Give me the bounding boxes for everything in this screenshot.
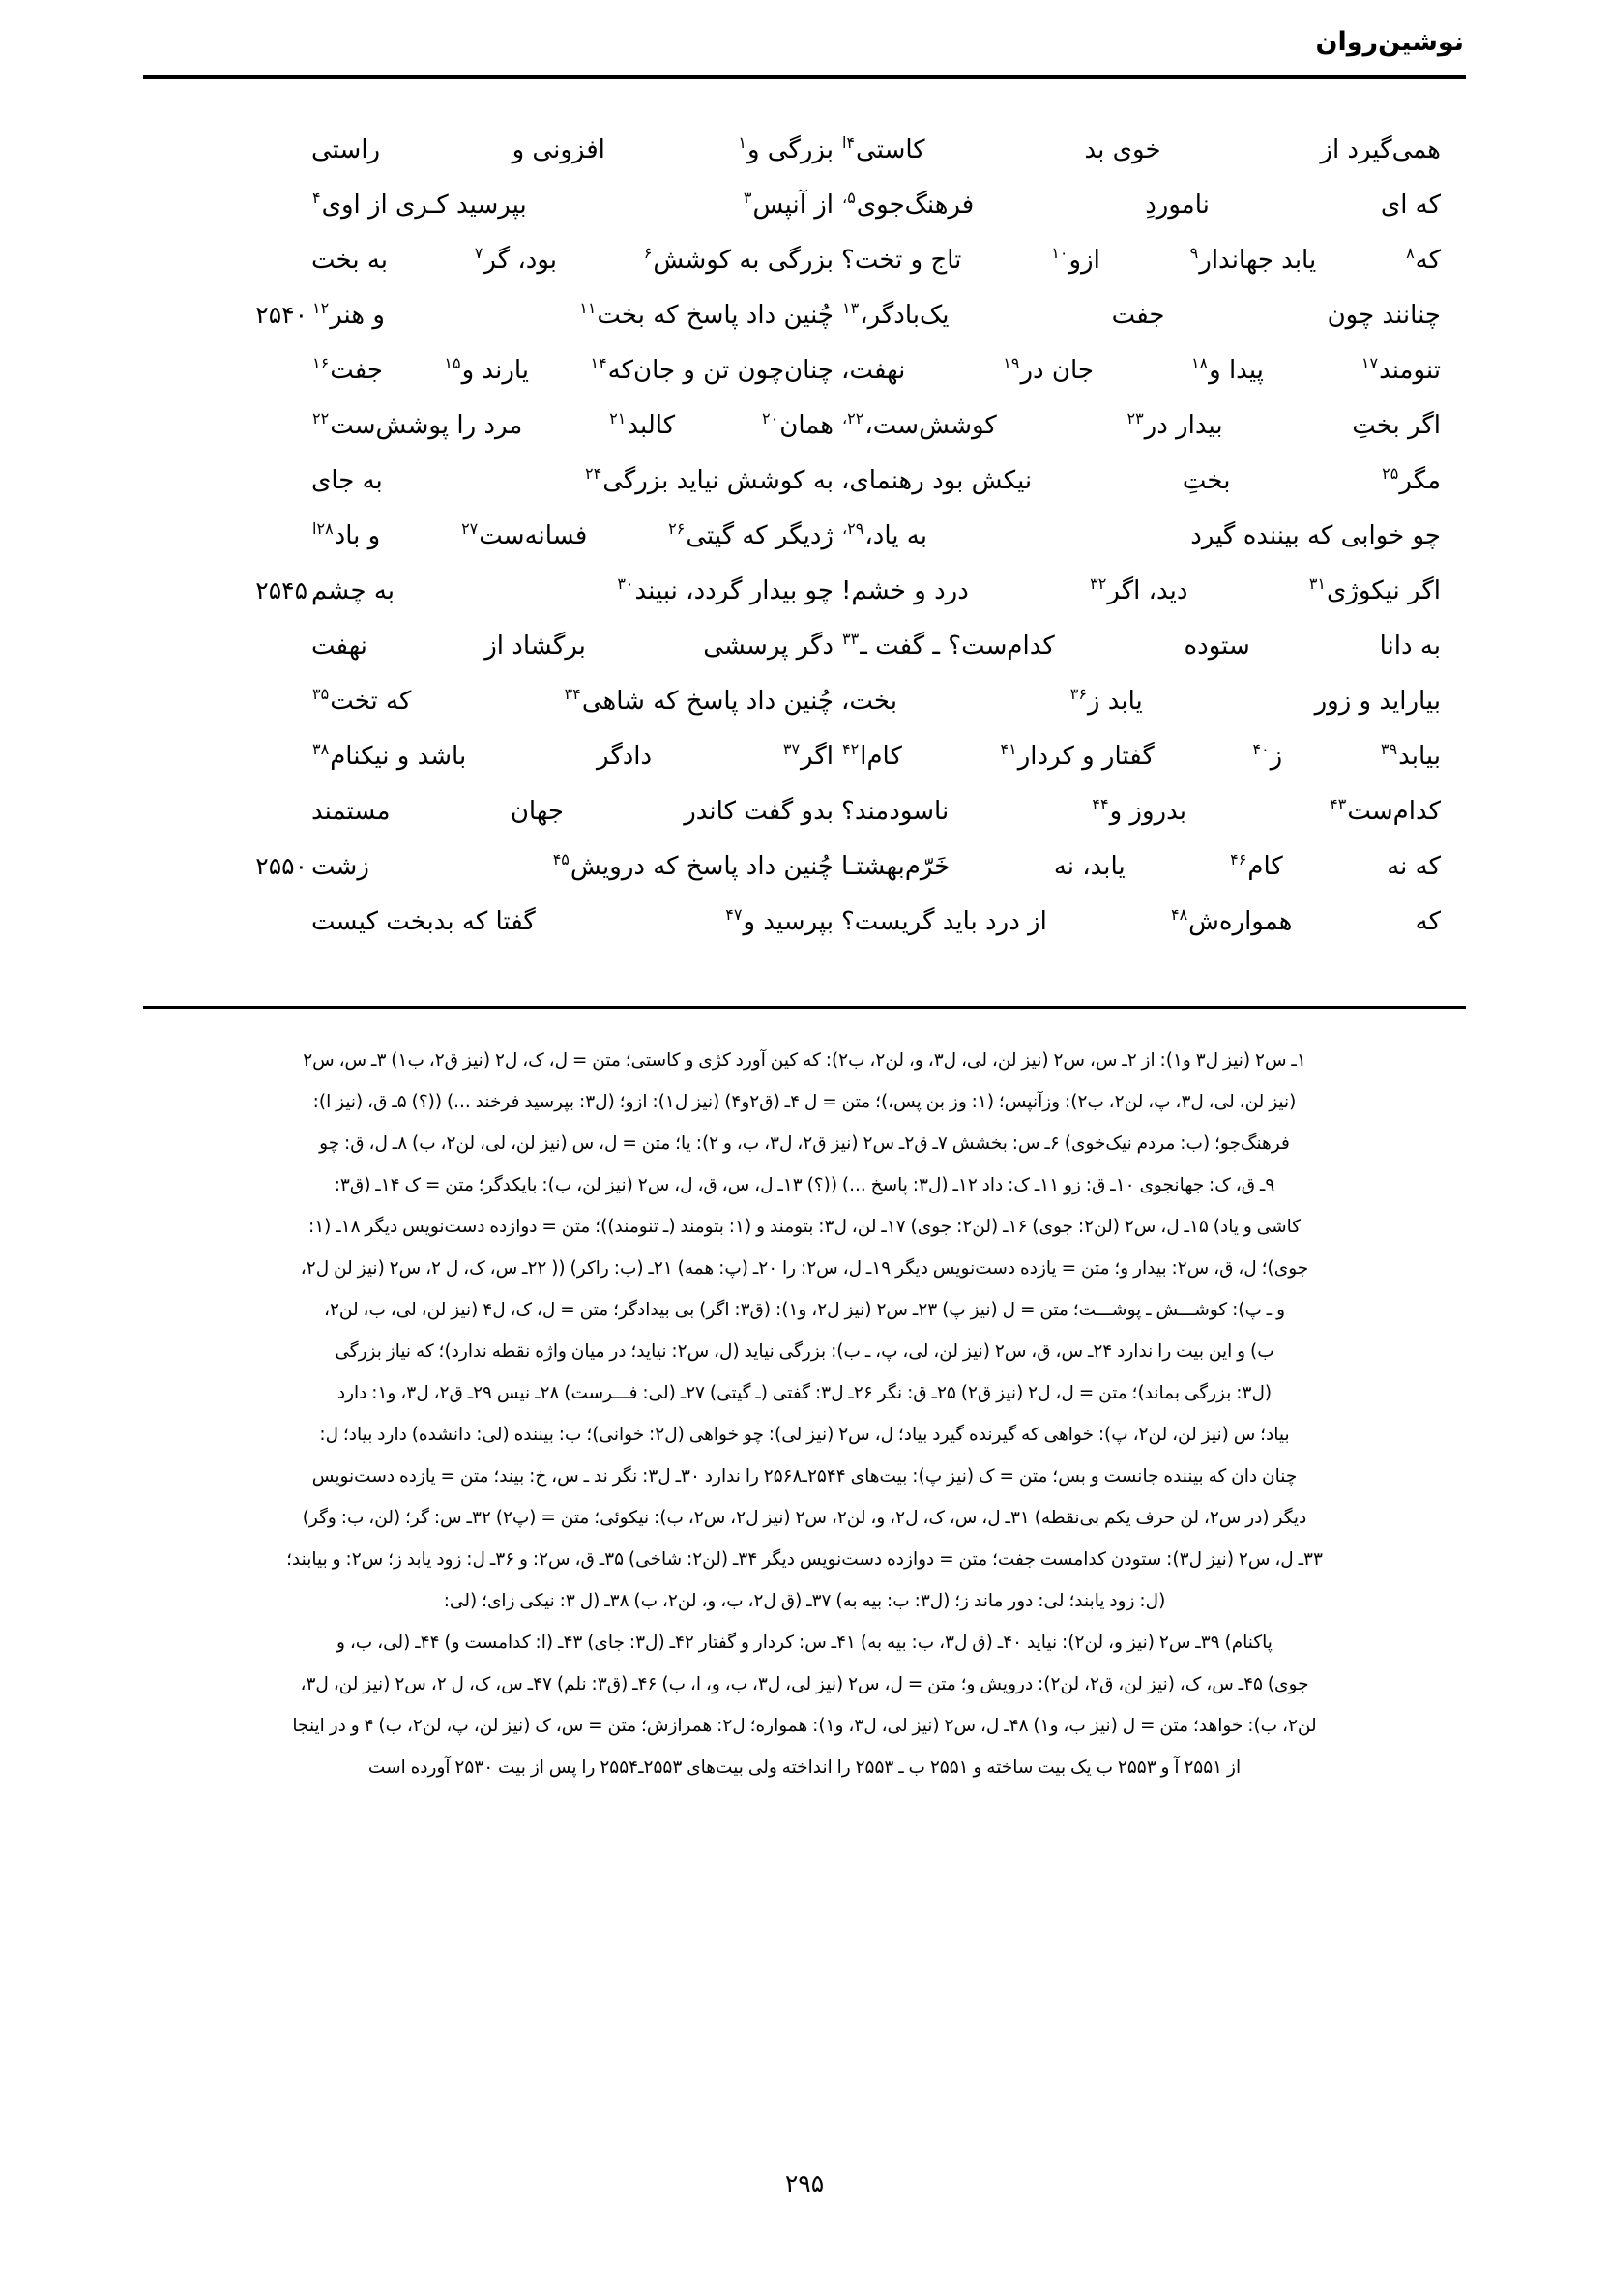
verse-segment: بیاراید و زور bbox=[1314, 687, 1441, 716]
footnote-marker: ۲۱ bbox=[609, 409, 627, 428]
hemistich-left bbox=[837, 411, 1445, 440]
verse-segment: چنانند چون bbox=[1327, 301, 1441, 330]
footnote-marker: ۳۹ bbox=[1380, 740, 1398, 759]
footnote-marker: ۱ bbox=[738, 133, 746, 153]
verse-segment: مستمند bbox=[311, 797, 391, 826]
verse-segment: ز$^{۴۰}$ bbox=[1252, 740, 1283, 771]
verse-segment: و هنر$^{۱۲}$ bbox=[312, 299, 385, 330]
footnote-line: چنان دان که بیننده جانست و بس؛ متن = ک (نیز پ): بیت‌های ۲۵۴۴ـ۲۵۶۸ را ندارد ۳۰ـ ل۳: نگر ند ـ س، خ: بیند؛ متن = یازده دست‌نویس bbox=[311, 1466, 1298, 1487]
footnote-marker: ۴۱ bbox=[1000, 740, 1017, 759]
verse-segment: بیدار در$^{۲۳}$ bbox=[1126, 409, 1223, 440]
verse-segment: که$^۸$ bbox=[1406, 244, 1441, 275]
footnote-marker: ۲۳ bbox=[1126, 409, 1144, 428]
verse-segment: درد و خشم! bbox=[841, 576, 969, 605]
verse-segment: که ای bbox=[1380, 191, 1441, 220]
footnote-marker: ۱۲ bbox=[312, 299, 330, 318]
hemistich-left bbox=[837, 135, 1445, 164]
footnote-marker: ۴۳ bbox=[1330, 795, 1347, 814]
verse-segment: چُنین داد پاسخ که شاهی$^{۳۴}$ bbox=[564, 685, 834, 716]
footnote-marker: ۲۹، bbox=[842, 519, 864, 539]
footnote-line: جوی) ۴۵ـ س، ک، (نیز لن، ق۲، لن۲): درویش و؛ متن = ل، س۲ (نیز لی، ل۳، ب، و، ا، ب) ۴۶ـ (ق۳: نلم) ۴۷ـ س، ک، ل ۲، س۲ (نیز لن، ل۳، bbox=[300, 1674, 1309, 1694]
verse-segment: چُنین داد پاسخ که بخت$^{۱۱}$ bbox=[579, 299, 834, 330]
hemistich-left bbox=[837, 687, 1445, 716]
verse-segment: بیابد$^{۳۹}$ bbox=[1380, 740, 1441, 771]
hemistich-right bbox=[307, 356, 837, 385]
verse-segment: باشد و نیکنام$^{۳۸}$ bbox=[312, 740, 467, 771]
verse-segment: بزرگی به کوشش$^۶$ bbox=[643, 244, 834, 275]
footnote-line: ۱ـ س۲ (نیز ل۳ و۱): از ۲ـ س، س۲ (نیز لن، لی، ل۳، و، لن۲، ب۲): که کین آورد کژی و کاستی؛ متن = ل، ک، ل۲ (نیز ق۲، ب۱) ۳ـ س، س۲ bbox=[303, 1050, 1306, 1071]
footnote-marker: ۳۰ bbox=[617, 574, 634, 594]
footnote-marker: ۴۸ bbox=[1170, 905, 1188, 925]
verse-segment: کام‌ا$^{۴۲}$ bbox=[842, 740, 902, 771]
footnote-marker: ۱۴ bbox=[590, 354, 607, 373]
hemistich-left bbox=[837, 191, 1445, 220]
verse-row bbox=[164, 191, 1445, 246]
verse-segment: اگر$^{۳۷}$ bbox=[782, 740, 834, 771]
verse-segment: به دانا bbox=[1379, 632, 1441, 661]
verse-segment: ژدیگر که گیتی$^{۲۶}$ bbox=[668, 519, 834, 550]
verse-row bbox=[164, 852, 1445, 907]
verse-segment: تنومند$^{۱۷}$ bbox=[1360, 354, 1441, 385]
verse-row bbox=[164, 466, 1445, 521]
verse-segment: بختِ bbox=[1182, 466, 1231, 495]
verse-segment: گفتا که بدبخت کیست bbox=[311, 907, 536, 936]
footnote-marker: ۱۳ bbox=[842, 299, 860, 318]
footnote-divider bbox=[143, 1006, 1466, 1009]
verse-number: ۲۵۵۰ bbox=[255, 852, 307, 880]
verse-segment: زشت bbox=[311, 852, 369, 881]
verse-segment: جفت$^{۱۶}$ bbox=[312, 354, 383, 385]
verse-segment: همان$^{۲۰}$ bbox=[762, 409, 834, 440]
verse-segment: چو خوابی که بیننده گیرد bbox=[1190, 521, 1441, 550]
footnote-line: کاشی و یاد) ۱۵ـ ل، س۲ (لن۲: جوی) ۱۶ـ (لن۲: جوی) ۱۷ـ لن، ل۳: بتومند و (۱: بتومند (ـ تنومند))؛ متن = دوازده دست‌نویس دیگر ۱۸ـ (۱: bbox=[307, 1217, 1302, 1237]
hemistich-left bbox=[837, 632, 1445, 661]
verse-segment: چُنین داد پاسخ که درویش$^{۴۵}$ bbox=[552, 850, 834, 881]
verse-segment: یابد، نه bbox=[1053, 852, 1126, 881]
hemistich-right bbox=[307, 466, 837, 495]
footnote-marker: ۴ا bbox=[842, 133, 856, 153]
footnote-marker: ۳۸ bbox=[312, 740, 330, 759]
footnote-marker: ۴۰ bbox=[1252, 740, 1270, 759]
hemistich-right bbox=[307, 797, 837, 826]
verse-row bbox=[164, 521, 1445, 576]
verse-segment: نهفت bbox=[311, 632, 367, 661]
footnote-line: دیگر (در س۲، لن حرف یکم بی‌نقطه) ۳۱ـ ل، س، ک، ل۲، و، لن۲، س۲ (نیز ل۲، س۲، ب): نیکوئی؛ متن = (پ۲) ۳۲ـ س: گر؛ (لن، ب: وگر) bbox=[302, 1508, 1307, 1528]
hemistich-right bbox=[307, 742, 837, 771]
hemistich-left bbox=[837, 246, 1445, 275]
verse-segment: بپرسید کـری از اوی$^۴$ bbox=[312, 189, 527, 220]
verse-number: ۲۵۴۰ bbox=[255, 301, 307, 329]
hemistich-left bbox=[837, 907, 1445, 936]
verse-segment: از درد باید گریست؟ bbox=[841, 907, 1047, 936]
hemistich-right bbox=[307, 191, 837, 220]
verse-row bbox=[164, 907, 1445, 962]
hemistich-left bbox=[837, 576, 1445, 605]
verse-segment: کاستی$^{۴ا}$ bbox=[842, 133, 925, 164]
footnote-marker: ۱۸ bbox=[1190, 354, 1209, 373]
verse-row bbox=[164, 576, 1445, 632]
hemistich-right bbox=[307, 576, 837, 605]
verse-segment: کالبد$^{۲۱}$ bbox=[609, 409, 676, 440]
verse-segment: خوی بد bbox=[1084, 135, 1161, 164]
verse-segment: و باد$^{۲۸ا}$ bbox=[312, 519, 381, 550]
page-number: ۲۹۵ bbox=[784, 2169, 825, 2197]
footnote-line: ب) و این بیت را ندارد ۲۴ـ س، ق، س۲ (نیز لن، لی، پ، ـ ب): بزرگی نیاید (ل، س۲: نیاید؛ در میان واژه نقطه ندارد)؛ که نیاز بزرگی bbox=[335, 1341, 1274, 1362]
verse-segment: اگر بختِ bbox=[1352, 411, 1441, 440]
verse-segment: جان در$^{۱۹}$ bbox=[1003, 354, 1094, 385]
verse-segment: مرد را پوشش‌ست$^{۲۲}$ bbox=[312, 409, 523, 440]
footnote-apparatus bbox=[145, 1040, 1464, 1788]
footnote-marker: ۲۵ bbox=[1382, 464, 1399, 484]
footnote-marker: ۷ bbox=[474, 244, 483, 263]
verse-row bbox=[164, 687, 1445, 742]
verse-row bbox=[164, 246, 1445, 301]
poem-body bbox=[164, 135, 1445, 962]
footnote-marker: ۱۱ bbox=[579, 299, 597, 318]
hemistich-right bbox=[307, 632, 837, 661]
footnote-marker: ۲۲، bbox=[842, 409, 864, 428]
verse-segment: فسانه‌ست$^{۲۷}$ bbox=[461, 519, 588, 550]
footnote-marker: ۲۴ bbox=[585, 464, 602, 484]
hemistich-right bbox=[307, 687, 837, 716]
verse-segment: ناموردِ bbox=[1145, 191, 1210, 220]
hemistich-left bbox=[837, 466, 1445, 495]
verse-segment: برگشاد از bbox=[484, 632, 586, 661]
verse-segment: ازو$^{۱۰}$ bbox=[1051, 244, 1100, 275]
verse-segment: به بخت bbox=[311, 246, 388, 275]
verse-row bbox=[164, 632, 1445, 687]
footnote-marker: ۱۹ bbox=[1003, 354, 1020, 373]
footnote-marker: ۲۶ bbox=[668, 519, 686, 539]
verse-segment: کام$^{۴۶}$ bbox=[1230, 850, 1283, 881]
verse-segment: چو بیدار گردد، نبیند$^{۳۰}$ bbox=[617, 574, 834, 605]
verse-segment: یابد جهاندار$^۹$ bbox=[1189, 244, 1317, 275]
footnote-marker: ۱۰ bbox=[1051, 244, 1068, 263]
verse-number: ۲۵۴۵ bbox=[255, 576, 307, 604]
footnote-marker: ۴۲ bbox=[842, 740, 860, 759]
hemistich-right bbox=[307, 135, 837, 164]
footnote-marker: ۲۰ bbox=[762, 409, 779, 428]
verse-segment: ستوده bbox=[1184, 632, 1250, 661]
hemistich-left bbox=[837, 797, 1445, 826]
verse-row bbox=[164, 797, 1445, 852]
hemistich-right bbox=[307, 521, 837, 550]
footnote-marker: ۶ bbox=[643, 244, 653, 263]
footnote-marker: ۹ bbox=[1189, 244, 1199, 263]
verse-segment: یک‌بادگر،$^{۱۳}$ bbox=[842, 299, 950, 330]
hemistich-right bbox=[307, 411, 837, 440]
running-header: نوشین‌روان bbox=[1315, 27, 1464, 57]
verse-segment: بدروز و$^{۴۴}$ bbox=[1092, 795, 1186, 826]
hemistich-left bbox=[837, 301, 1445, 330]
footnote-line: ۹ـ ق، ک: جهانجوی ۱۰ـ ق: زو ۱۱ـ ک: داد ۱۲ـ (ل۳: پاسخ ...) ((؟) ۱۳ـ ل، س، ق، ل، س۲ (نیز لن، ب): بایکدگر؛ متن = ک ۱۴ـ (ق۳: bbox=[334, 1175, 1275, 1195]
verse-row bbox=[164, 411, 1445, 466]
verse-segment: اگر نیکوژی$^{۳۱}$ bbox=[1308, 574, 1441, 605]
footnote-marker: ۴۵ bbox=[552, 850, 570, 869]
footnote-line: (ل: زود یابند؛ لی: دور ماند ز؛ (ل۳: ب: بیه به) ۳۷ـ (ق ل۲، ب، و، لن۲، ب) ۳۸ـ (ل ۳: نیکی زای؛ (لی: bbox=[443, 1591, 1166, 1611]
verse-segment: یارند و$^{۱۵}$ bbox=[444, 354, 530, 385]
footnote-line: پاکنام) ۳۹ـ س۲ (نیز و، لن۲): نیاید ۴۰ـ (ق ل۳، ب: بیه به) ۴۱ـ س: کردار و گفتار ۴۲ـ (ل۳: جای) ۴۳ـ (ا: کدامست و) ۴۴ـ (لی، ب، و bbox=[336, 1633, 1273, 1653]
footnote-line: از ۲۵۵۱ آ و ۲۵۵۳ ب یک بیت ساخته و ۲۵۵۱ ب ـ ۲۵۵۳ را انداخته ولی بیت‌های ۲۵۵۳ـ۲۵۵۴ را پس از بیت ۲۵۳۰ آورده است bbox=[367, 1757, 1242, 1778]
verse-segment: بزرگی و$^۱$ bbox=[738, 133, 834, 164]
verse-segment: پیدا و$^{۱۸}$ bbox=[1190, 354, 1264, 385]
footnote-marker: ۱۷ bbox=[1360, 354, 1379, 373]
verse-segment: همی‌گیرد از bbox=[1320, 135, 1441, 164]
footnote-marker: ۴۶ bbox=[1230, 850, 1247, 869]
verse-segment: به چشم bbox=[311, 576, 395, 605]
footnote-line: ۳۳ـ ل، س۲ (نیز ل۳): ستودن کدامست جفت؛ متن = دوازده دست‌نویس دیگر ۳۴ـ (لن۲: شاخی) ۳۵ـ ق، س۲: و ۳۶ـ ل: زود یابد ز؛ س۲: و بیابند؛ bbox=[286, 1549, 1323, 1570]
footnote-marker: ۱۶ bbox=[312, 354, 330, 373]
hemistich-right bbox=[307, 246, 837, 275]
verse-segment: راستی bbox=[311, 135, 381, 164]
verse-row bbox=[164, 135, 1445, 191]
footnote-marker: ۳۳ bbox=[842, 630, 860, 649]
verse-segment: بدو گفت کاندر bbox=[684, 797, 834, 826]
verse-segment: همواره‌ش$^{۴۸}$ bbox=[1170, 905, 1293, 936]
verse-segment: نهفت، bbox=[841, 356, 906, 385]
header-divider bbox=[143, 75, 1466, 79]
footnote-line: و ـ پ): کوشـــش ـ پوشـــت؛ متن = ل (نیز پ) ۲۳ـ س۲ (نیز ل۲، و۱): (ق۳: اگر) بی بیدادگر؛ متن = ل، ک، ل۴ (نیز لن، لی، ب، لن۲، bbox=[323, 1300, 1286, 1320]
verse-segment: گفتار و کردار$^{۴۱}$ bbox=[1000, 740, 1155, 771]
verse-segment: به جای bbox=[311, 466, 383, 495]
verse-segment: کدام‌ست$^{۴۳}$ bbox=[1330, 795, 1441, 826]
hemistich-right bbox=[307, 907, 837, 936]
verse-segment: ناسودمند؟ bbox=[841, 797, 950, 826]
verse-segment: فرهنگ‌جوی$^{۵،}$ bbox=[842, 189, 975, 220]
hemistich-right bbox=[307, 301, 837, 330]
footnote-marker: ۴۴ bbox=[1092, 795, 1109, 814]
verse-segment: دگر پرسشی bbox=[703, 632, 834, 661]
footnote-marker: ۱۵ bbox=[444, 354, 461, 373]
verse-segment: کدام‌ست؟ ـ گفت ـ$^{۳۳}$ bbox=[842, 630, 1055, 661]
verse-segment: دادگر bbox=[596, 742, 653, 771]
hemistich-left bbox=[837, 852, 1445, 881]
verse-segment: افزونی و bbox=[512, 135, 605, 164]
verse-row bbox=[164, 356, 1445, 411]
footnote-line: (ل۳: بزرگی بماند)؛ متن = ل، ل۲ (نیز ق۲) ۲۵ـ ق: نگر ۲۶ـ ل۳: گفتی (ـ گیتی) ۲۷ـ (لی: فـــرست) ۲۸ـ نیس ۲۹ـ ق۲، ل۳، و۱: دارد bbox=[336, 1383, 1273, 1403]
verse-segment: بود، گر$^۷$ bbox=[474, 244, 557, 275]
verse-segment: که bbox=[1415, 907, 1441, 936]
footnote-marker: ۲۷ bbox=[461, 519, 479, 539]
verse-segment: از آنپس$^۳$ bbox=[743, 189, 834, 220]
verse-segment: جفت bbox=[1111, 301, 1165, 330]
verse-row bbox=[164, 742, 1445, 797]
hemistich-left bbox=[837, 521, 1445, 550]
verse-segment: کوشش‌ست،$^{۲۲،}$ bbox=[842, 409, 997, 440]
verse-segment: بخت، bbox=[841, 687, 897, 716]
footnote-marker: ۳۲ bbox=[1090, 574, 1107, 594]
footnote-marker: ۲۲ bbox=[312, 409, 330, 428]
footnote-marker: ۴۷ bbox=[725, 905, 743, 925]
verse-segment: تاج و تخت؟ bbox=[841, 246, 962, 275]
verse-segment: به کوشش نیاید بزرگی$^{۲۴}$ bbox=[585, 464, 834, 495]
footnote-line: بیاد؛ س (نیز لن، لن۲، پ): خواهی که گیرنده گیرد بیاد؛ ل، س۲ (نیز لی): چو خواهی (ل۲: خوانی)؛ ب: بیننده (لی: دانشده) دارد بیاد؛ ل: bbox=[319, 1425, 1290, 1445]
footnote-marker: ۳ bbox=[743, 189, 752, 208]
verse-segment: چنان‌چون تن و جان‌که$^{۱۴}$ bbox=[590, 354, 834, 385]
footnote-marker: ۳۶ bbox=[1069, 685, 1087, 704]
verse-segment: نیکش بود رهنمای، bbox=[841, 466, 1033, 495]
footnote-line: لن۲، ب): خواهد؛ متن = ل (نیز ب، و۱) ۴۸ـ ل، س۲ (نیز لی، ل۳، و۱): همواره؛ ل۲: همراز‌ش؛ متن = س، ک (نیز لن، پ، لن۲، ب) ۴ و در اینجا bbox=[292, 1716, 1317, 1736]
footnote-marker: ۳۴ bbox=[564, 685, 581, 704]
verse-segment: به یاد،$^{۲۹،}$ bbox=[842, 519, 927, 550]
verse-segment: خَرّم‌بهشتـا bbox=[841, 852, 951, 881]
footnote-line: فرهنگ‌جو؛ (ب: مردم نیک‌خوی) ۶ـ س: بخشش ۷ـ ق۲ـ س۲ (نیز ق۲، ل۳، ب، و ۲): یا؛ متن = ل، س (نیز لن، لی، لن۲، ب) ۸ـ ل، ق: چو bbox=[319, 1133, 1290, 1154]
verse-segment: که تخت$^{۳۵}$ bbox=[312, 685, 412, 716]
verse-segment: بپرسید و$^{۴۷}$ bbox=[725, 905, 834, 936]
footnote-marker: ۵، bbox=[842, 189, 856, 208]
verse-segment: که نه bbox=[1387, 852, 1441, 881]
hemistich-right bbox=[307, 852, 837, 881]
footnote-marker: ۳۷ bbox=[782, 740, 801, 759]
verse-segment: جهان bbox=[510, 797, 564, 826]
footnote-marker: ۳۵ bbox=[312, 685, 330, 704]
hemistich-left bbox=[837, 356, 1445, 385]
verse-segment: یابد ز$^{۳۶}$ bbox=[1069, 685, 1143, 716]
footnote-marker: ۳۱ bbox=[1308, 574, 1326, 594]
verse-row bbox=[164, 301, 1445, 356]
verse-segment: دید، اگر$^{۳۲}$ bbox=[1090, 574, 1188, 605]
verse-segment: مگر$^{۲۵}$ bbox=[1382, 464, 1441, 495]
footnote-line: (نیز لن، لی، ل۳، پ، لن۲، ب۲): وزآنپس؛ (۱: وز بن پس،)؛ متن = ل ۴ـ (ق۲و۴) (نیز ل۱): ازو؛ (ل۳: بپرسید فرخند ...) ((؟) ۵ـ ق، (نیز ا): bbox=[312, 1092, 1297, 1112]
footnote-marker: ۲۸ا bbox=[312, 519, 334, 539]
footnote-line: جوی)؛ ل، ق، س۲: بیدار و؛ متن = یازده دست‌نویس دیگر ۱۹ـ ل، س۲: را ۲۰ـ (پ: همه) ۲۱ـ (ب: راکر) (( ۲۲ـ س، ک، ل ۲، س۲ (نیز لن ل۲، bbox=[300, 1258, 1309, 1279]
hemistich-left bbox=[837, 742, 1445, 771]
footnote-marker: ۸ bbox=[1406, 244, 1415, 263]
footnote-marker: ۴ bbox=[312, 189, 321, 208]
